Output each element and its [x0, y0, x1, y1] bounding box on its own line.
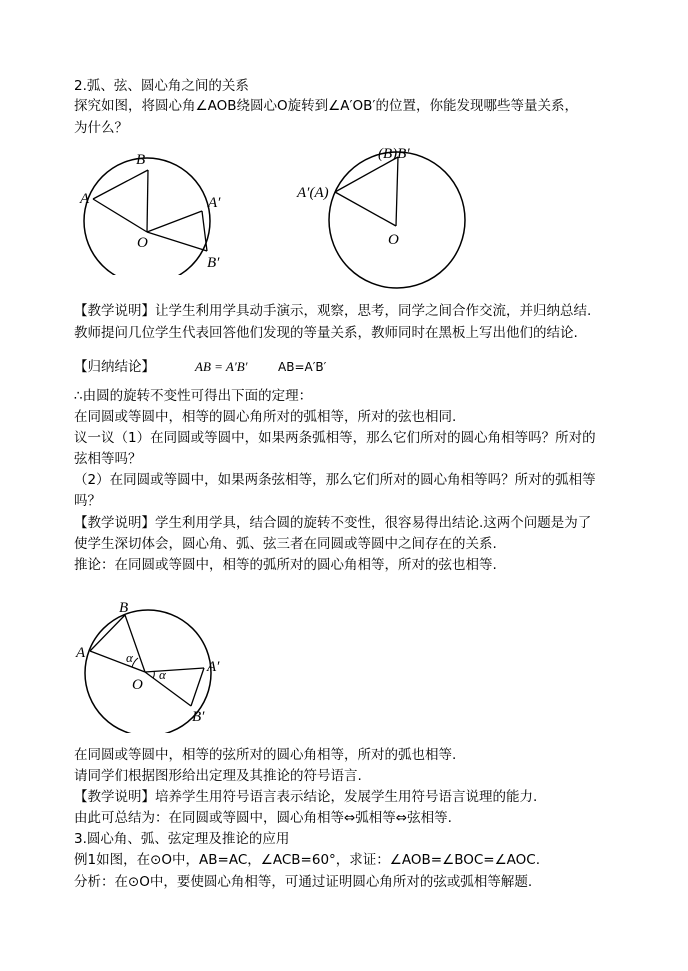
radius-oa2: [147, 211, 202, 232]
chord: [335, 157, 398, 192]
explore-text-cont: 为什么？: [74, 120, 128, 136]
radius-left: [335, 192, 396, 226]
summary: 由此可总结为：在同圆或等圆中，圆心角相等⇔弧相等⇔弦相等.: [74, 810, 452, 826]
theorem-intro: ∴由圆的旋转不变性可得出下面的定理：: [74, 388, 313, 404]
chord-equation: AB=A′B′: [278, 360, 327, 374]
angle-arc-left: [132, 658, 138, 667]
chord-theorem: 在同圆或等圆中，相等的弦所对的圆心角相等，所对的弧也相等.: [74, 747, 457, 763]
analysis: 分析：在⊙O中，要使圆心角相等，可通过证明圆心角所对的弦或弧相等解题.: [74, 874, 533, 890]
teaching-note-cont: 教师提问几位学生代表回答他们发现的等量关系，教师同时在黑板上写出他们的结论.: [74, 325, 578, 341]
discuss-q2-cont: 吗？: [74, 493, 101, 509]
label-o: O: [388, 232, 399, 248]
label-o: O: [132, 677, 143, 693]
label-a: A: [76, 645, 86, 661]
radius-oa: [90, 651, 145, 672]
explore-text: 探究如图，将圆心角∠AOB绕圆心O旋转到∠A′OB′的位置，你能发现哪些等量关系，: [74, 98, 578, 114]
label-b2: B′: [207, 255, 220, 271]
label-top: (B)B′: [378, 146, 410, 162]
label-a: A: [80, 191, 90, 207]
label-b: B: [119, 600, 129, 616]
discuss-q1-cont: 弦相等吗？: [74, 451, 142, 467]
discuss-q2: （2）在同圆或等圆中，如果两条弦相等，那么它们所对的圆心角相等吗？所对的弧相等: [74, 472, 596, 488]
label-a2: A′: [208, 195, 221, 211]
label-alpha-1: α: [126, 650, 133, 665]
label-o: O: [137, 235, 148, 251]
radius-oa: [93, 199, 147, 232]
teaching-note: 【教学说明】让学生利用学具动手演示，观察，思考，同学之间合作交流，并归纳总结.: [74, 303, 592, 319]
radius-ob2: [145, 672, 191, 706]
teaching-note-3: 【教学说明】培养学生用符号语言表示结论，发展学生用符号语言说理的能力.: [74, 789, 538, 805]
figure-alpha: [70, 598, 245, 733]
radius-top: [396, 157, 398, 226]
chord-ab: [90, 615, 125, 651]
label-a2: A′: [207, 659, 220, 675]
discuss-q1: 议一议（1）在同圆或等圆中，如果两条弧相等，那么它们所对的圆心角相等吗？所对的: [74, 430, 596, 446]
radius-ob: [147, 170, 148, 232]
theorem-text: 在同圆或等圆中，相等的圆心角所对的弧相等，所对的弦也相同.: [74, 409, 457, 425]
label-b2: B′: [192, 709, 205, 725]
figure-rotation: [70, 145, 250, 275]
arc-equation: AB = A′B′: [195, 359, 248, 374]
section-heading-2: 2.弧、弦、圆心角之间的关系: [74, 78, 249, 94]
radius-ob2: [147, 232, 207, 251]
label-left: A′(A): [297, 185, 329, 201]
teaching-note-2: 【教学说明】学生利用学具，结合圆的旋转不变性，很容易得出结论.这两个问题是为了: [74, 515, 592, 531]
teaching-note-2-cont: 使学生深切体会，圆心角、弧、弦三者在同圆或等圆中之间存在的关系.: [74, 536, 497, 552]
label-b: B: [136, 152, 146, 168]
conclusion-label: 【归纳结论】: [74, 359, 155, 375]
corollary: 推论：在同圆或等圆中，相等的弧所对的圆心角相等，所对的弦也相等.: [74, 557, 497, 573]
chord-ab: [93, 170, 148, 199]
label-alpha-2: α: [159, 667, 166, 682]
symbol-request: 请同学们根据图形给出定理及其推论的符号语言.: [74, 768, 362, 784]
figure-overlap: [290, 140, 480, 290]
section-heading-3: 3.圆心角、弧、弦定理及推论的应用: [74, 831, 290, 847]
chord-a2b2: [191, 668, 204, 706]
example-1: 例1如图，在⊙O中，AB=AC，∠ACB=60°，求证：∠AOB=∠BOC=∠AOC.: [74, 852, 541, 868]
